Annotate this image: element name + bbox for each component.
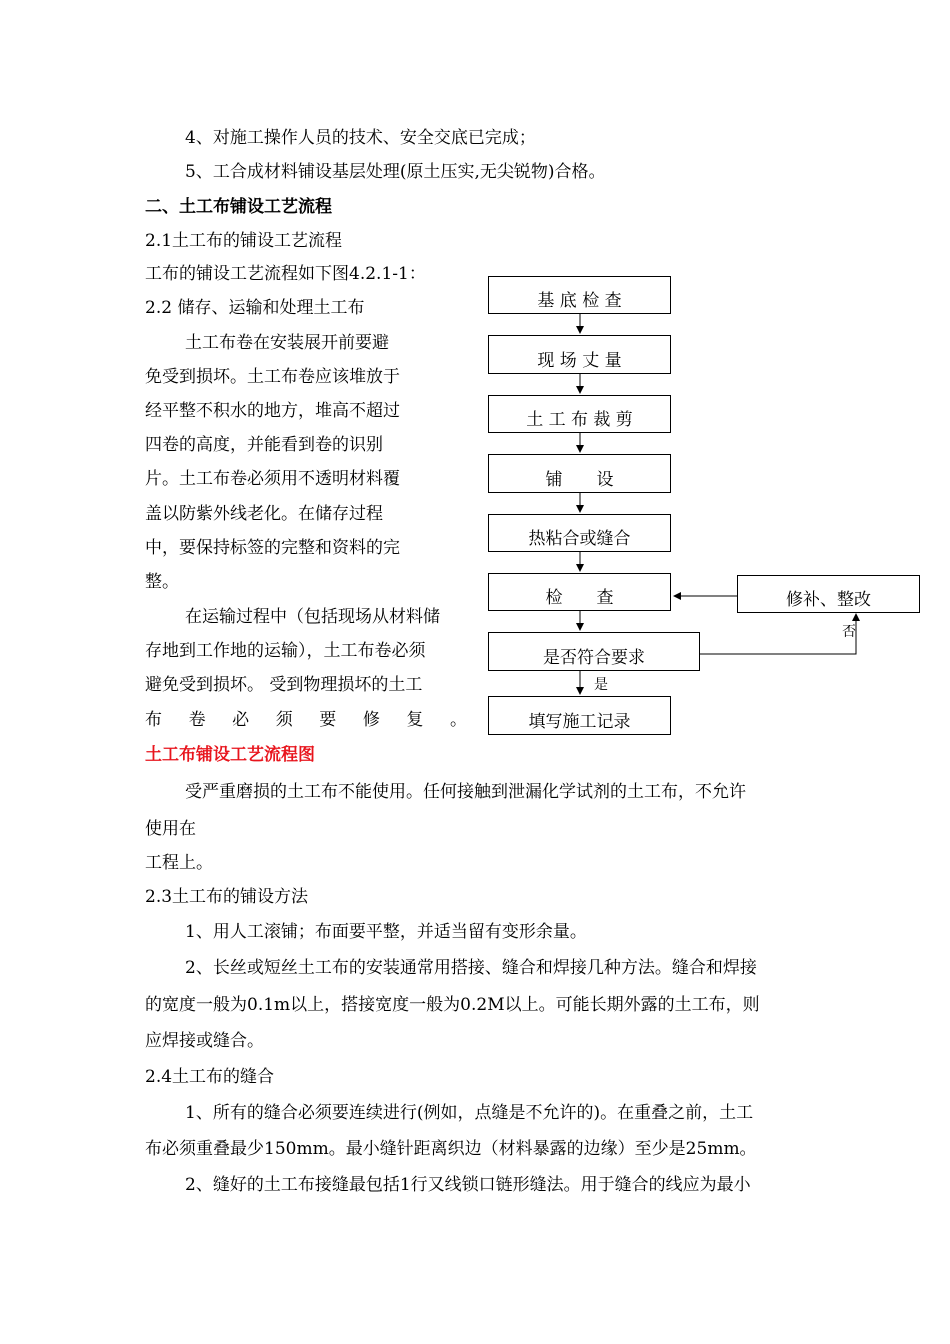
storage-line: 片。土工布卷必须用不透明材料覆 <box>145 469 400 489</box>
method-line: 的宽度一般为0.1m以上，搭接宽度一般为0.2M以上。可能长期外露的土工布，则 <box>145 995 760 1015</box>
spaced-char: 布 <box>145 710 162 730</box>
storage-line: 土工布卷在安装展开前要避 <box>185 333 389 353</box>
figure-caption: 土工布铺设工艺流程图 <box>145 745 315 765</box>
flow-step-inspection: 检 查 <box>488 573 671 611</box>
section-heading: 二、土工布铺设工艺流程 <box>145 197 332 217</box>
method-line: 2、长丝或短丝土工布的安装通常用搭接、缝合和焊接几种方法。缝合和焊接 <box>185 958 757 978</box>
flow-step-decision: 是否符合要求 <box>488 632 700 671</box>
spaced-char: 卷 <box>188 710 206 730</box>
flow-step-record: 填写施工记录 <box>488 696 671 735</box>
storage-line: 中，要保持标签的完整和资料的完 <box>145 538 400 558</box>
method-line: 1、用人工滚铺；布面要平整，并适当留有变形余量。 <box>185 922 587 942</box>
worn-line: 受严重磨损的土工布不能使用。任何接触到泄漏化学试剂的土工布，不允许 <box>185 782 746 802</box>
subsection-2-1: 2.1土工布的铺设工艺流程 <box>145 231 343 251</box>
flow-step-cutting: 土 工 布 裁 剪 <box>488 395 671 433</box>
spaced-char: 要 <box>319 710 337 730</box>
spaced-char: 必 <box>232 710 250 730</box>
subsection-2-1-text: 工布的铺设工艺流程如下图4.2.1-1： <box>145 264 426 284</box>
transport-line: 存地到工作地的运输），土工布卷必须 <box>145 641 426 661</box>
transport-line: 避免受到损坏。 受到物理损坏的土工 <box>145 675 423 695</box>
spaced-char: 须 <box>275 710 293 730</box>
intro-item-4: 4、对施工操作人员的技术、安全交底已完成； <box>185 128 536 148</box>
spaced-char: 。 <box>449 710 467 730</box>
transport-line: 在运输过程中（包括现场从材料储 <box>185 607 440 627</box>
storage-line: 经平整不积水的地方，堆高不超过 <box>145 401 400 421</box>
spaced-char: 复 <box>406 710 424 730</box>
storage-line: 整。 <box>145 572 179 592</box>
intro-item-5: 5、工合成材料铺设基层处理(原土压实,无尖锐物)合格。 <box>185 162 606 182</box>
spaced-char: 修 <box>362 710 380 730</box>
storage-line: 免受到损坏。土工布卷应该堆放于 <box>145 367 400 387</box>
flow-step-repair: 修补、整改 <box>737 575 920 613</box>
flow-step-base-check: 基 底 检 查 <box>488 276 671 314</box>
storage-line: 四卷的高度，并能看到卷的识别 <box>145 435 383 455</box>
no-branch-arrow <box>700 614 856 654</box>
flow-step-laying: 铺 设 <box>488 454 671 493</box>
sewing-line: 1、所有的缝合必须要连续进行(例如，点缝是不允许的)。在重叠之前，土工 <box>185 1103 754 1123</box>
sewing-line: 布必须重叠最少150mm。最小缝针距离织边（材料暴露的边缘）至少是25mm。 <box>145 1139 757 1159</box>
no-label: 否 <box>842 624 856 640</box>
storage-line: 盖以防紫外线老化。在储存过程 <box>145 504 383 524</box>
worn-line: 使用在 <box>145 819 196 839</box>
worn-line: 工程上。 <box>145 853 213 873</box>
flow-step-bonding: 热粘合或缝合 <box>488 514 671 552</box>
subsection-2-2: 2.2 储存、运输和处理土工布 <box>145 298 365 318</box>
subsection-2-4: 2.4土工布的缝合 <box>145 1067 275 1087</box>
subsection-2-3: 2.3土工布的铺设方法 <box>145 887 309 907</box>
yes-label: 是 <box>594 677 608 693</box>
method-line: 应焊接或缝合。 <box>145 1031 264 1051</box>
flow-step-site-measure: 现 场 丈 量 <box>488 335 671 374</box>
sewing-line: 2、缝好的土工布接缝最包括1行又线锁口链形缝法。用于缝合的线应为最小 <box>185 1175 751 1195</box>
